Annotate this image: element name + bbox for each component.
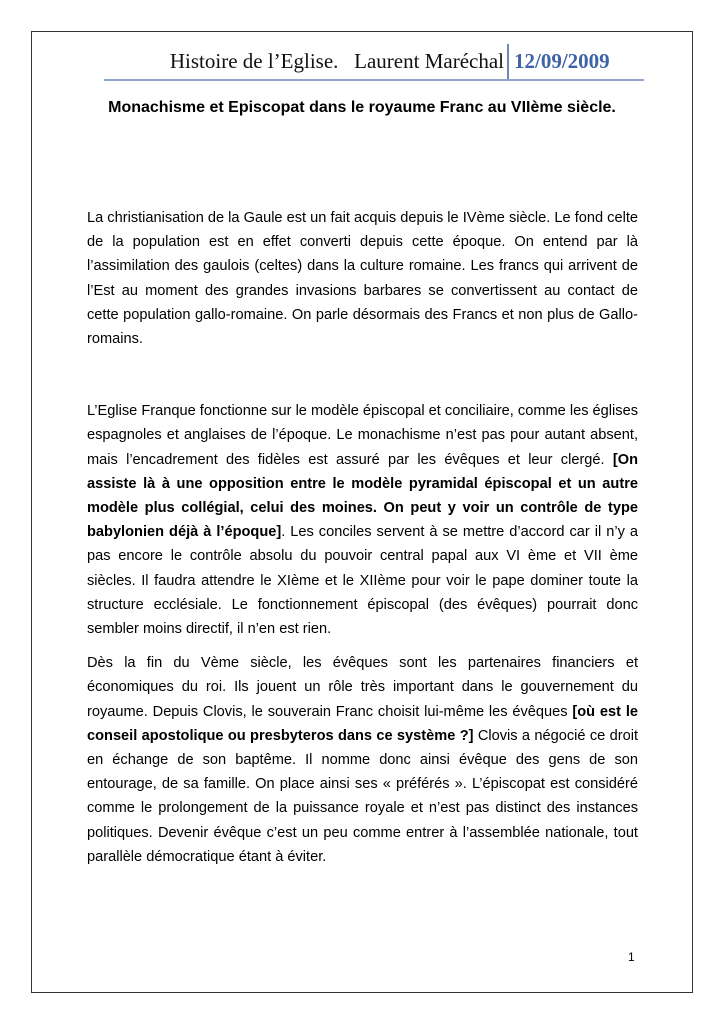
paragraph-2-annotation: [On assiste là à une opposition entre le modèle pyramidal épiscopal et un autre modèle plus collégial, celui des moines. On peut y voir un contrôle de type babylonien déjà à l’époque] (87, 451, 638, 541)
header-date: 12/09/2009 (514, 49, 610, 73)
paragraph-1 (87, 206, 638, 351)
paragraph-3 (87, 651, 638, 869)
paragraph-2-text-b: . Les conciles servent à se mettre d’accord car il n’y a pas encore le contrôle absolu du pouvoir central papal aux VI ème et VII ème siècles. Il faudra attendre le XIème et le XIIème pour voir le pape dominer toute la structure ecclésiale. Le fonctionnement épiscopal (des évêques) pourrait donc sembler moins directif, il n’en est rien. (87, 524, 638, 638)
paragraph-3-text-a: Dès la fin du Vème siècle, les évêques sont les partenaires financiers et économiques du roi. Ils jouent un rôle très important dans le gouvernement du royaume. Depuis Clovis, le souverain Franc choisit lui-même les évêques (87, 655, 638, 720)
header-rule (104, 79, 644, 81)
page-header (104, 44, 644, 80)
header-title: Histoire de l’Eglise. (169, 49, 339, 73)
paragraph-2 (87, 399, 638, 641)
page-number: 1 (628, 950, 635, 964)
header-separator (507, 44, 509, 80)
paragraph-3-text-b: Clovis a négocié ce droit en échange de son baptême. Il nomme donc ainsi évêque des gens de son entourage, de sa famille. On place ainsi ses « préférés ». L’épiscopat est considéré comme le prolongement de la puissance royale et n’est pas distinct des instances politiques. Devenir évêque c’est un peu comme entrer à l’assemblée nationale, tout parallèle démocratique étant à éviter. (87, 727, 639, 865)
paragraph-3-annotation: [où est le conseil apostolique ou presbyteros dans ce système ?] (87, 703, 638, 744)
paragraph-spacer (87, 641, 638, 651)
paragraph-spacer (87, 351, 638, 399)
paragraph-2-text-a: L’Eglise Franque fonctionne sur le modèle épiscopal et conciliaire, comme les églises espagnoles et anglaises de l’époque. Le monachisme n’est pas pour autant absent, mais l’encadrement des fidèles est assuré par les évêques et leur clergé. (87, 403, 638, 468)
document-body (87, 206, 638, 869)
paragraph-1-text: La christianisation de la Gaule est un fait acquis depuis le IVème siècle. Le fond celte de la population est en effet converti depuis cette époque. On entend par là l’assimilation des gaulois (celtes) dans la culture romaine. Les francs qui arrivent de l’Est au moment des grandes invasions barbares se convertissent au contact de cette population gallo-romaine. On parle désormais des Francs et non plus de Gallo-romains. (87, 210, 638, 348)
header-title-author (104, 44, 504, 78)
document-title: Monachisme et Episcopat dans le royaume Franc au VIIème siècle. (108, 99, 616, 116)
header-author: Laurent Maréchal (354, 49, 504, 73)
